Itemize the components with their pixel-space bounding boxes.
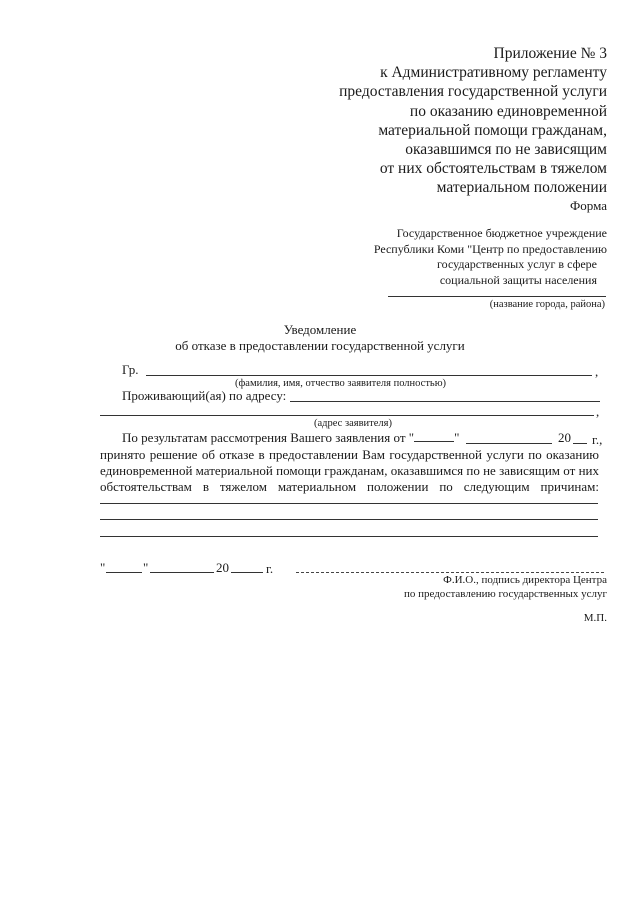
address-comma: , bbox=[596, 404, 600, 419]
stamp-placeholder: М.П. bbox=[583, 612, 607, 624]
city-field-line bbox=[388, 296, 606, 297]
date-open-quote: " bbox=[100, 560, 106, 575]
date-year-prefix: 20 bbox=[216, 560, 229, 575]
notice-title-line1: Уведомление bbox=[283, 322, 357, 337]
address-line-1[interactable] bbox=[290, 401, 600, 402]
signature-caption bbox=[404, 574, 607, 601]
date-year-field[interactable] bbox=[231, 572, 263, 573]
address-caption: (адрес заявителя) bbox=[314, 418, 392, 429]
appendix-line: от них обстоятельствам в тяжелом bbox=[379, 160, 607, 178]
address-line-2[interactable] bbox=[100, 415, 594, 416]
body-line-1-start: По результатам рассмотрения Вашего заявления от " bbox=[122, 430, 415, 445]
date-close-quote: " bbox=[143, 560, 149, 575]
form-label: Форма bbox=[570, 198, 607, 213]
reason-line-1[interactable] bbox=[100, 503, 598, 504]
applicant-prefix: Гр. bbox=[122, 362, 139, 377]
body-line-1 bbox=[122, 430, 459, 446]
appendix-line: предоставления государственной услуги bbox=[339, 83, 607, 101]
application-day-field[interactable] bbox=[414, 431, 454, 442]
appendix-header bbox=[339, 44, 607, 198]
reason-line-3[interactable] bbox=[100, 536, 598, 537]
date-day-field[interactable] bbox=[106, 572, 142, 573]
appendix-line: Приложение № 3 bbox=[493, 45, 607, 62]
organization-line: социальной защиты населения bbox=[439, 272, 597, 287]
organization-line: Государственное бюджетное учреждение bbox=[396, 226, 607, 240]
appendix-line: материальном положении bbox=[436, 179, 607, 197]
applicant-name-line[interactable] bbox=[146, 375, 592, 376]
application-year-field[interactable] bbox=[573, 443, 587, 444]
body-line-4: обстоятельствам в тяжелом материальном положении по следующим причинам: bbox=[100, 479, 599, 494]
signature-line[interactable] bbox=[296, 572, 604, 573]
body-line-1-end: г., bbox=[592, 432, 603, 447]
city-caption: (название города, района) bbox=[489, 299, 605, 310]
applicant-name-comma: , bbox=[595, 364, 599, 379]
notice-title bbox=[0, 322, 640, 354]
organization-line: Республики Коми "Центр по предоставлению bbox=[373, 241, 607, 256]
application-year-prefix: 20 bbox=[558, 430, 571, 445]
applicant-name-caption: (фамилия, имя, отчество заявителя полностью) bbox=[235, 378, 447, 389]
signature-caption-line2: по предоставлению государственных услуг bbox=[403, 587, 607, 600]
organization-block bbox=[374, 226, 607, 288]
address-label: Проживающий(ая) по адресу: bbox=[122, 388, 287, 403]
reason-line-2[interactable] bbox=[100, 519, 598, 520]
signature-caption-line1: Ф.И.О., подпись директора Центра bbox=[443, 574, 607, 586]
body-line-3: единовременной материальной помощи гражданам, оказавшимся по не зависящим от них bbox=[100, 463, 599, 478]
appendix-line: материальной помощи гражданам, bbox=[378, 121, 607, 139]
body-line-1-quote: " bbox=[454, 430, 460, 445]
date-year-suffix: г. bbox=[266, 561, 274, 576]
notice-title-line2: об отказе в предоставлении государственной услуги bbox=[175, 338, 465, 353]
application-month-field[interactable] bbox=[466, 443, 552, 444]
organization-line: государственных услуг в сфере bbox=[437, 257, 597, 271]
appendix-line: оказавшимся по не зависящим bbox=[405, 141, 607, 159]
appendix-line: к Административному регламенту bbox=[380, 64, 607, 82]
body-line-2: принято решение об отказе в предоставлении Вам государственной услуги по оказанию bbox=[100, 447, 599, 462]
appendix-line: по оказанию единовременной bbox=[409, 102, 607, 120]
date-month-field[interactable] bbox=[150, 572, 214, 573]
